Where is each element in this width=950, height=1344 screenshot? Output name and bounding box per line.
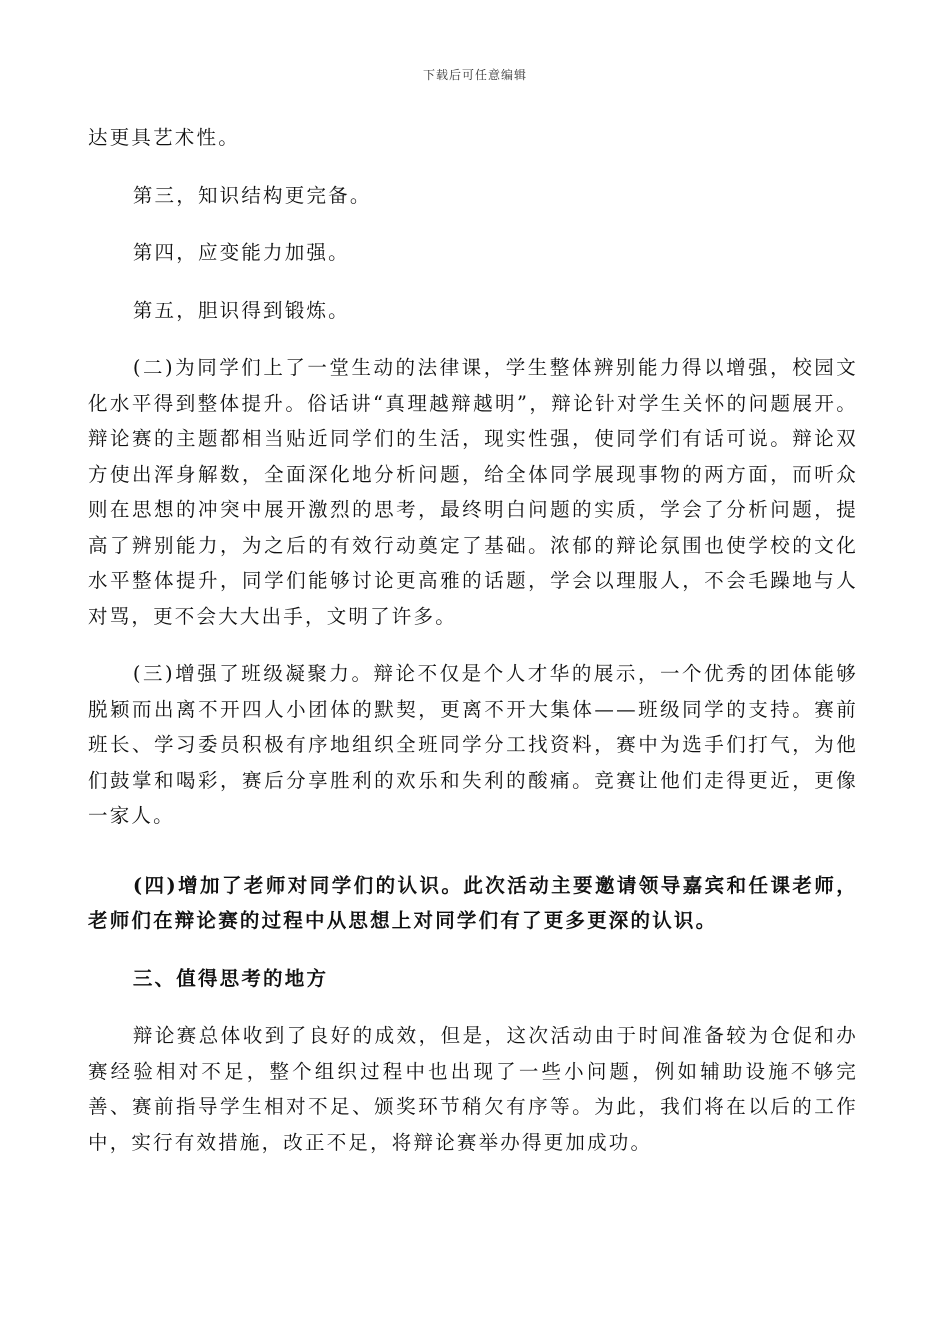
- page-header: 下载后可任意编辑: [422, 68, 527, 82]
- paragraph-reflection: 辩论赛总体收到了良好的成效，但是，这次活动由于时间准备较为仓促和办赛经验相对不足，整个组织过程中也出现了一些小问题，例如辅助设施不够完善、赛前指导学生相对不足、颁奖环节稍欠有序等。为此，我们将在以后的工作中，实行有效措施，改正不足，将辩论赛举办得更加成功。: [88, 1024, 858, 1154]
- paragraph-section-4: (四)增加了老师对同学们的认识。此次活动主要邀请领导嘉宾和任课老师，老师们在辩论赛的过程中从思想上对同学们有了更多更深的认识。: [88, 873, 858, 932]
- paragraph-section-2: (二)为同学们上了一堂生动的法律课，学生整体辨别能力得以增强，校园文化水平得到整体提升。俗话讲“真理越辩越明”，辩论针对学生关怀的问题展开。辩论赛的主题都相当贴近同学们的生活，现实性强，使同学们有话可说。辩论双方使出浑身解数，全面深化地分析问题，给全体同学展现事物的两方面，而听众则在思想的冲突中展开激烈的思考，最终明白问题的实质，学会了分析问题，提高了辨别能力，为之后的有效行动奠定了基础。浓郁的辩论氛围也使学校的文化水平整体提升，同学们能够讨论更高雅的话题，学会以理服人，不会毛躁地与人对骂，更不会大大出手，文明了许多。: [88, 356, 858, 628]
- paragraph-point-3: 第三，知识结构更完备。: [132, 183, 372, 207]
- section-heading-3: 三、值得思考的地方: [132, 966, 329, 990]
- paragraph-section-3: (三)增强了班级凝聚力。辩论不仅是个人才华的展示，一个优秀的团体能够脱颖而出离不开四人小团体的默契，更离不开大集体——班级同学的支持。赛前班长、学习委员积极有序地组织全班同学分工找资料，赛中为选手们打气，为他们鼓掌和喝彩，赛后分享胜利的欢乐和失利的酸痛。竞赛让他们走得更近，更像一家人。: [88, 662, 858, 827]
- paragraph-point-5: 第五，胆识得到锻炼。: [132, 298, 350, 322]
- paragraph-continuation: 达更具艺术性。: [88, 126, 240, 149]
- paragraph-point-4: 第四，应变能力加强。: [132, 241, 350, 264]
- document-body: [88, 120, 858, 1160]
